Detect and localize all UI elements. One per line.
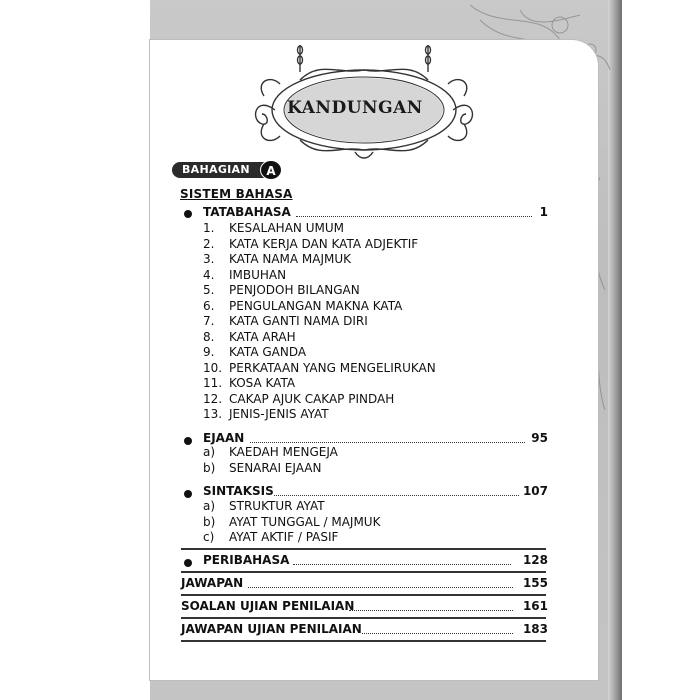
divider (181, 571, 546, 573)
divider (181, 640, 546, 642)
toc-heading-sintaksis[interactable]: SINTAKSIS (203, 484, 274, 498)
list-item[interactable]: KATA KERJA DAN KATA ADJEKTIF (229, 236, 419, 251)
list-item[interactable]: KESALAHAN UMUM (229, 221, 344, 235)
list-item[interactable]: KATA GANDA (229, 345, 307, 359)
toc-heading-ejaan[interactable]: EJAAN (203, 431, 245, 445)
toc-heading-soalan[interactable]: SOALAN UJIAN PENILAIAN (181, 599, 355, 613)
page-number: 161 (522, 599, 548, 613)
section-label (172, 160, 284, 180)
toc-heading-jawapan-ujian[interactable]: JAWAPAN UJIAN PENILAIAN (181, 622, 362, 636)
bullet-icon (184, 490, 192, 498)
dot-leader (293, 564, 511, 565)
list-item-number: 3. (203, 252, 215, 266)
dot-leader (274, 495, 519, 496)
bullet-icon (184, 559, 192, 567)
page-number: 107 (522, 484, 548, 498)
bullet-icon (184, 437, 192, 445)
list-item-number: 2. (203, 236, 215, 251)
list-item[interactable]: STRUKTUR AYAT (229, 499, 325, 513)
list-item-number: b) (203, 514, 216, 529)
section-label-text: BAHAGIAN (182, 163, 250, 176)
list-item[interactable]: AYAT AKTIF / PASIF (229, 530, 339, 544)
list-item-number: 4. (203, 267, 215, 282)
list-item[interactable]: IMBUHAN (229, 267, 287, 282)
divider (181, 617, 546, 619)
list-item[interactable]: KATA ARAH (229, 329, 296, 344)
page-number: 95 (531, 431, 548, 445)
dot-leader (296, 216, 532, 217)
divider (181, 548, 546, 550)
dot-leader (248, 587, 513, 588)
list-item[interactable]: SENARAI EJAAN (229, 460, 322, 475)
list-item-number: 8. (203, 329, 215, 344)
list-item[interactable]: KAEDAH MENGEJA (229, 445, 338, 459)
list-item-number: 6. (203, 298, 215, 313)
page-number: 1 (539, 205, 548, 219)
page-number: 128 (522, 553, 548, 567)
list-item-number: 9. (203, 345, 215, 359)
toc-heading-peribahasa[interactable]: PERIBAHASA (203, 553, 290, 567)
list-item[interactable]: KOSA KATA (229, 376, 296, 390)
list-item[interactable]: KATA GANTI NAMA DIRI (229, 314, 368, 328)
page-number: 183 (522, 622, 548, 636)
list-item-number: b) (203, 460, 216, 475)
list-item-number: 13. (203, 407, 223, 421)
list-item-number: a) (203, 499, 216, 513)
bullet-icon (184, 210, 192, 218)
list-item[interactable]: AYAT TUNGGAL / MAJMUK (229, 514, 381, 529)
list-item-number: 10. (203, 360, 223, 375)
list-item[interactable]: PENGULANGAN MAKNA KATA (229, 298, 403, 313)
list-item-number: c) (203, 530, 215, 544)
page-number: 155 (522, 576, 548, 590)
list-item-number: 11. (203, 376, 223, 390)
section-subtitle: SISTEM BAHASA (180, 187, 293, 201)
list-item-number: 7. (203, 314, 215, 328)
divider (181, 594, 546, 596)
dot-leader (250, 442, 525, 443)
list-item[interactable]: JENIS-JENIS AYAT (229, 407, 329, 421)
toc-heading-tatabahasa[interactable]: TATABAHASA (203, 205, 291, 219)
section-badge: A (260, 160, 282, 180)
list-item[interactable]: PENJODOH BILANGAN (229, 283, 360, 297)
list-item-number: 5. (203, 283, 215, 297)
list-item[interactable]: KATA NAMA MAJMUK (229, 252, 352, 266)
list-item-number: 12. (203, 391, 223, 406)
page-title: KANDUNGAN (287, 98, 423, 118)
list-item[interactable]: PERKATAAN YANG MENGELIRUKAN (229, 360, 436, 375)
list-item[interactable]: CAKAP AJUK CAKAP PINDAH (229, 391, 395, 406)
toc-heading-jawapan[interactable]: JAWAPAN (181, 576, 244, 590)
dot-leader (349, 610, 513, 611)
list-item-number: a) (203, 445, 216, 459)
list-item-number: 1. (203, 221, 215, 235)
dot-leader (362, 633, 513, 634)
